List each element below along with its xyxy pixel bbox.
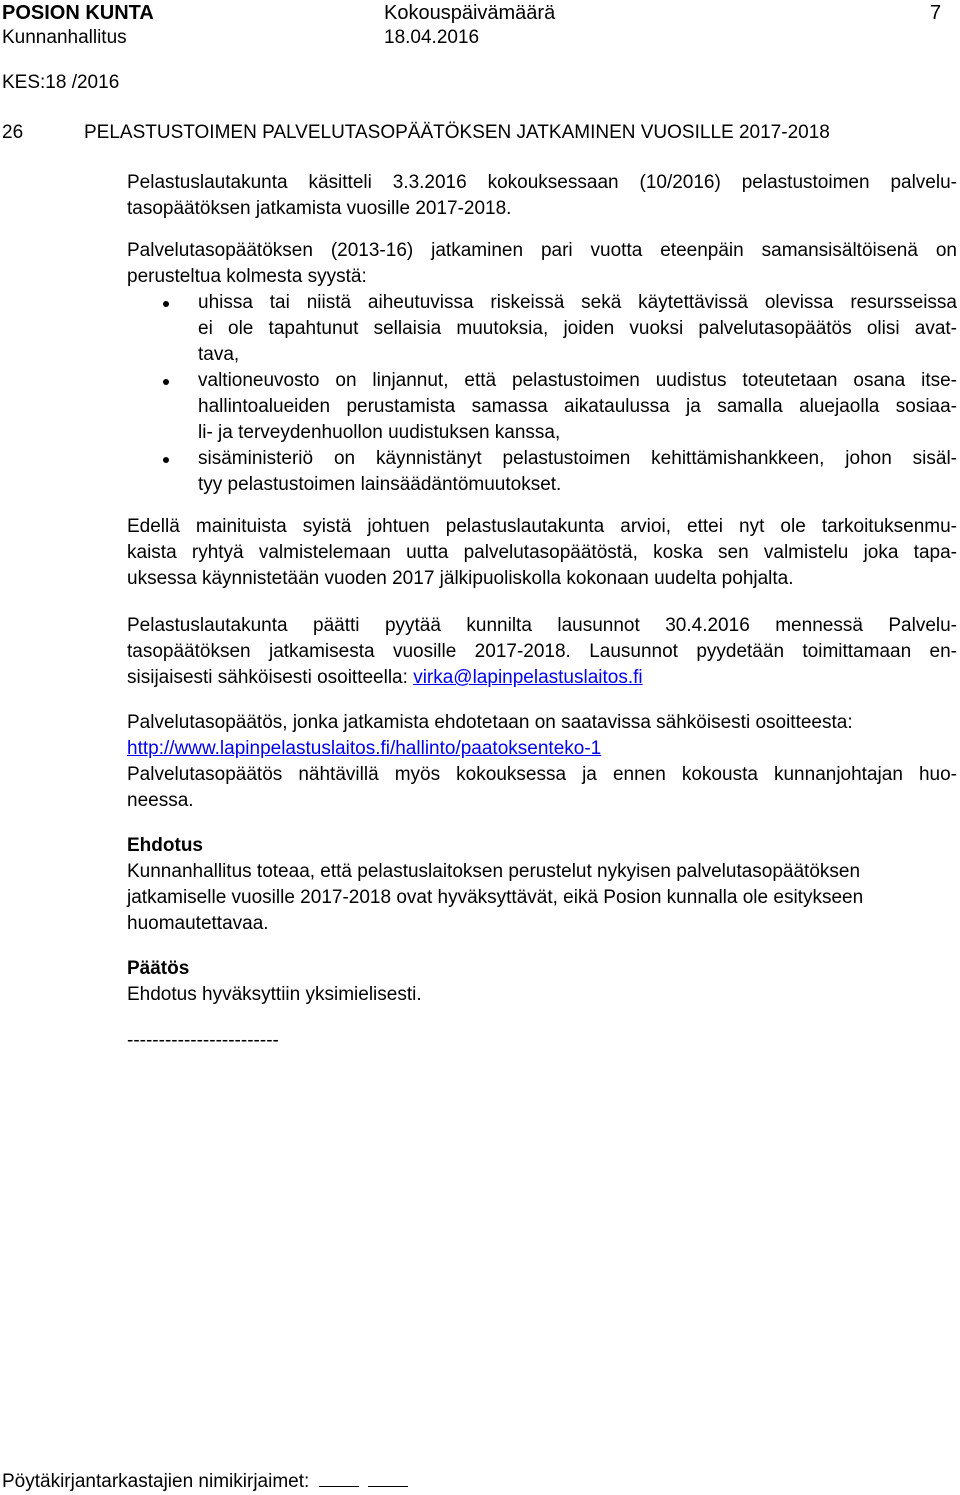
statement-line [127,665,957,691]
bullet-icon [163,301,169,307]
bullet-icon [163,379,169,385]
bullet-icon [163,457,169,463]
meeting-date: 18.04.2016 [384,27,480,48]
availability-paragraph [127,710,957,814]
decision-heading: Päätös [127,958,190,979]
body-name: Kunnanhallitus [2,27,127,48]
page-number: 7 [930,2,942,24]
availability-line: Palvelutasopäätös nähtävillä myös kokouksessa ja ennen kokousta kunnanjohtajan huo- [127,764,957,785]
signature-footer [2,1468,408,1495]
list-item [127,446,957,498]
availability-line [127,736,957,762]
list-item [127,368,957,446]
signature-label: Pöytäkirjantarkastajien nimikirjaimet: [2,1471,310,1492]
reasons-line: perusteltua kolmesta syystä: [127,266,367,287]
conclusion-line: kaista ryhtyä valmistelemaan uutta palvelutasopäätöstä, koska sen valmistelu joka tapa- [127,542,957,563]
statement-line: tasopäätöksen jatkamisesta vuosille 2017-2018. Lausunnot pyydetään toimittamaan en- [127,641,957,662]
list-item-line: tyy pelastustoimen lainsäädäntömuutokset. [198,474,562,495]
list-item-line: sisäministeriö on käynnistänyt pelastustoimen kehittämishankkeen, johon sisäl- [198,448,957,469]
conclusion-line: uksessa käynnistetään vuoden 2017 jälkipuoliskolla kokonaan uudelta pohjalta. [127,568,794,589]
item-number: 26 [2,122,24,143]
proposal-heading: Ehdotus [127,835,203,856]
signature-blank [319,1468,359,1487]
list-item-line: li- ja terveydenhuollon uudistuksen kanssa, [198,422,561,443]
list-item-line: valtioneuvosto on linjannut, että pelastustoimen uudistus toteutetaan osana itse- [198,370,957,391]
proposal-section [127,833,957,937]
availability-line: Palvelutasopäätös, jonka jatkamista ehdotetaan on saatavissa sähköisesti osoitteesta: [127,712,853,733]
proposal-line: jatkamiselle vuosille 2017-2018 ovat hyväksyttävät, eikä Posion kunnalla ole esitykseen [127,887,864,908]
decision-section [127,956,957,1008]
meeting-date-label: Kokouspäivämäärä [384,2,556,24]
intro-line: tasopäätöksen jatkamista vuosille 2017-2018. [127,198,512,219]
proposal-line: Kunnanhallitus toteaa, että pelastuslaitoksen perustelut nykyisen palvelutasopäätöksen [127,861,861,882]
statement-request-paragraph [127,613,957,691]
reasons-list [127,290,957,498]
item-title: PELASTUSTOIMEN PALVELUTASOPÄÄTÖKSEN JATKAMINEN VUOSILLE 2017-2018 [84,122,830,143]
signature-blank [368,1468,408,1487]
list-item-line: uhissa tai niistä aiheutuvissa riskeissä sekä käytettävissä olevissa resursseissa [198,292,957,313]
intro-paragraph [127,170,957,222]
list-item-line: tava, [198,344,240,365]
case-id: KES:18 /2016 [2,72,120,93]
conclusion-line: Edellä mainituista syistä johtuen pelastuslautakunta arvioi, ettei nyt ole tarkoituksenmu- [127,516,957,537]
statement-line: Pelastuslautakunta päätti pyytää kunnilta lausunnot 30.4.2016 mennessä Palvelu- [127,615,957,636]
list-item-line: ei ole tapahtunut sellaisia muutoksia, joiden vuoksi palvelutasopäätös olisi avat- [198,318,957,339]
list-item [127,290,957,368]
reasons-paragraph [127,238,957,290]
availability-line: neessa. [127,790,194,811]
proposal-line: huomautettavaa. [127,913,269,934]
reasons-line: Palvelutasopäätöksen (2013-16) jatkaminen pari vuotta eteenpäin samansisältöisenä on [127,240,957,261]
statement-line-prefix: sisijaisesti sähköisesti osoitteella: [127,667,414,688]
org-name: POSION KUNTA [2,2,154,24]
intro-line: Pelastuslautakunta käsitteli 3.3.2016 kokouksessaan (10/2016) pelastustoimen palvelu- [127,172,957,193]
decision-text: Ehdotus hyväksyttiin yksimielisesti. [127,984,422,1005]
separator-line: ------------------------ [127,1030,279,1051]
email-link[interactable]: virka@lapinpelastuslaitos.fi [413,667,643,688]
list-item-line: hallintoalueiden perustamista samassa aikataulussa ja samalla aluejaolla sosiaa- [198,396,957,417]
conclusion-paragraph [127,514,957,592]
url-link[interactable]: http://www.lapinpelastuslaitos.fi/hallinto/paatoksenteko-1 [127,738,602,759]
